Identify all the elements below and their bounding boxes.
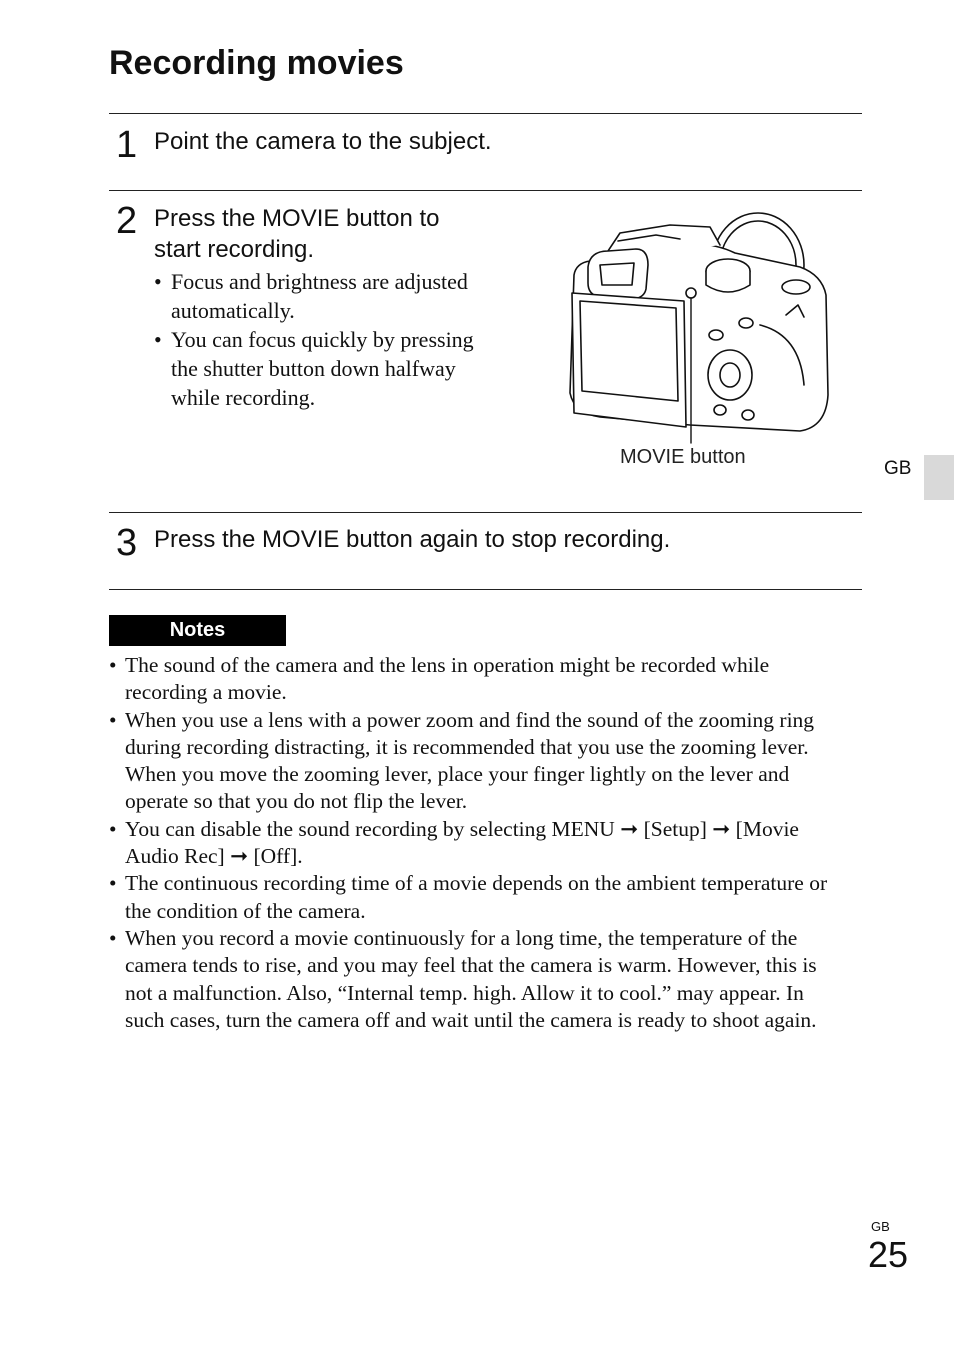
note-line: not a malfunction. Also, “Internal temp. high. Allow it to cool.” may appear. In (125, 980, 804, 1005)
shutter-button (782, 280, 810, 294)
divider (109, 113, 862, 114)
step-2-heading-line-2: start recording. (154, 236, 315, 263)
movie-button (686, 288, 696, 298)
note-item (109, 870, 861, 925)
note-line: • The sound of the camera and the lens in operation might be recorded while (125, 653, 770, 677)
movie-button-caption: MOVIE button (620, 446, 746, 468)
note-item (109, 816, 861, 871)
page-title: Recording movies (109, 44, 404, 82)
note-line: operate so that you do not flip the lever. (125, 789, 468, 814)
step-2-bullet-list (154, 267, 514, 412)
region-label: GB (884, 458, 912, 479)
note-line: during recording distracting, it is recommended that you use the zooming lever. (125, 734, 809, 759)
step-2-heading (154, 203, 439, 265)
note-line: such cases, turn the camera off and wait until the camera is ready to shoot again. (125, 1007, 817, 1032)
control-wheel (708, 350, 752, 400)
note-item (109, 707, 861, 816)
bullet-line: automatically. (171, 298, 295, 323)
footer-region-label: GB (871, 1219, 890, 1234)
bullet-line: • You can focus quickly by pressing (171, 327, 474, 352)
bullet-line: • Focus and brightness are adjusted (171, 269, 468, 294)
notes-list (109, 652, 861, 1034)
step-1-heading: Point the camera to the subject. (154, 128, 492, 155)
divider (109, 589, 862, 590)
note-line: Audio Rec] ➞ [Off]. (125, 844, 303, 869)
step-2-bullet (154, 267, 514, 325)
note-line: • The continuous recording time of a movie depends on the ambient temperature or (125, 871, 828, 896)
note-line: • You can disable the sound recording by selecting MENU ➞ [Setup] ➞ [Movie (125, 816, 799, 841)
notes-label: Notes (109, 615, 286, 646)
step-2-bullet (154, 325, 514, 412)
note-line: When you move the zooming lever, place your finger lightly on the lever and (125, 762, 790, 787)
eyecup (588, 249, 648, 299)
note-item (109, 925, 861, 1034)
note-line: the condition of the camera. (125, 898, 366, 923)
lcd-frame (572, 293, 686, 427)
divider (109, 512, 862, 513)
step-2-number: 2 (116, 200, 138, 242)
page-number: 25 (868, 1234, 909, 1275)
note-item (109, 652, 861, 707)
divider (109, 190, 862, 191)
note-line: • When you use a lens with a power zoom and find the sound of the zooming ring (125, 707, 815, 732)
note-line: • When you record a movie continuously for a long time, the temperature of the (125, 925, 798, 950)
section-tab (924, 455, 954, 500)
camera-illustration (560, 205, 840, 450)
step-3-number: 3 (116, 522, 138, 564)
step-1-number: 1 (116, 124, 138, 166)
bullet-line: the shutter button down halfway (171, 356, 456, 381)
step-2-heading-line-1: Press the MOVIE button to (154, 205, 440, 232)
note-line: camera tends to rise, and you may feel that the camera is warm. However, this is (125, 953, 817, 978)
bullet-line: while recording. (171, 385, 316, 410)
step-3-heading: Press the MOVIE button again to stop recording. (154, 526, 671, 553)
mode-dial-side (706, 271, 750, 292)
note-line: recording a movie. (125, 680, 287, 705)
